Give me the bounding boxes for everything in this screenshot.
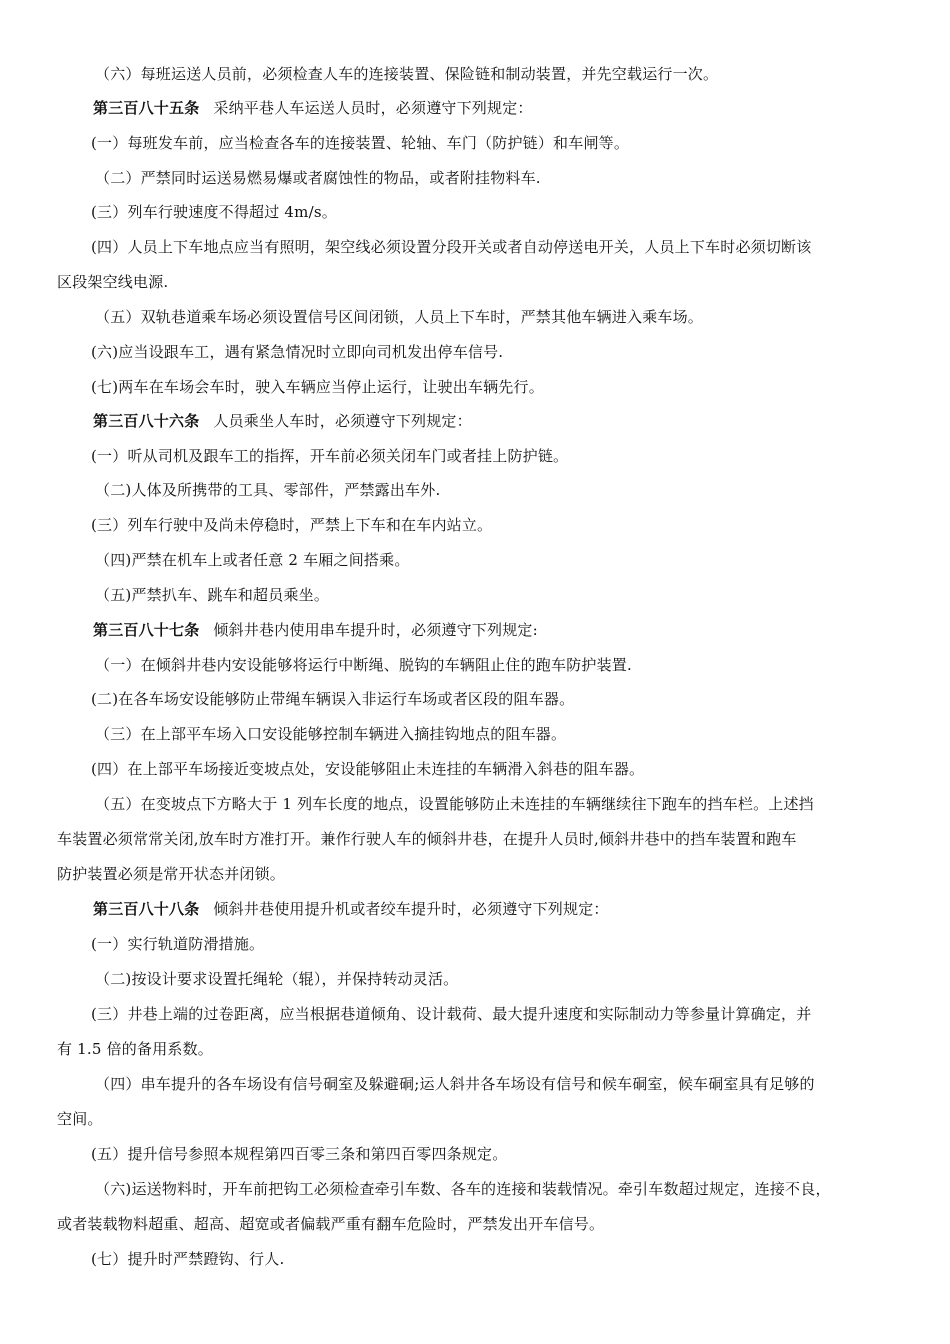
text-line: (一）实行轨道防滑措施。 [91,935,265,953]
text-line: (五）提升信号参照本规程第四百零三条和第四百零四条规定。 [91,1145,508,1163]
article-number: 第三百八十八条 [93,900,200,918]
text-line: 区段架空线电源. [57,273,169,291]
text-line: (三）井巷上端的过卷距离，应当根据巷道倾角、设计载荷、最大提升速度和实际制动力等参量计算确定，并 [91,1005,812,1023]
article-number: 第三百八十六条 [93,412,200,430]
article-heading: 第三百八十六条 人员乘坐人车时，必须遵守下列规定： [93,412,472,430]
article-heading: 第三百八十五条 采纳平巷人车运送人员时，必须遵守下列规定： [93,99,533,117]
text-line: （二)按设计要求设置托绳轮（辊），并保持转动灵活。 [95,970,459,988]
text-line: (六)应当设跟车工，遇有紧急情况时立即向司机发出停车信号. [91,343,504,361]
text-line: （二）严禁同时运送易燃易爆或者腐蚀性的物品，或者附挂物料车. [95,169,541,187]
text-line: (一）听从司机及跟车工的指挥，开车前必须关闭车门或者挂上防护链。 [91,447,569,465]
text-line: (七)两车在车场会车时，驶入车辆应当停止运行，让驶出车辆先行。 [91,378,544,396]
text-line: （六）每班运送人员前，必须检查人车的连接装置、保险链和制动装置，并先空载运行一次。 [95,65,719,83]
text-line: (四）人员上下车地点应当有照明，架空线必须设置分段开关或者自动停送电开关，人员上下车时必须切断该 [91,238,812,256]
text-line: 空间。 [57,1110,103,1128]
text-line: (四）在上部平车场接近变坡点处，安设能够阻止未连挂的车辆滑入斜巷的阻车器。 [91,760,645,778]
text-line: (三）列车行驶中及尚未停稳时，严禁上下车和在车内站立。 [91,516,493,534]
text-line: （五)严禁扒车、跳车和超员乘坐。 [95,586,330,604]
text-line: （六)运送物料时，开车前把钩工必须检查牵引车数、各车的连接和装载情况。牵引车数超过规定，连接不良， [95,1180,831,1198]
text-line: （五）双轨巷道乘车场必须设置信号区间闭锁，人员上下车时，严禁其他车辆进入乘车场。 [95,308,704,326]
text-line: (七）提升时严禁蹬钩、行人. [91,1250,285,1268]
text-line: 车装置必须常常关闭,放车时方准打开。兼作行驶人车的倾斜井巷，在提升人员时,倾斜井巷中的挡车装置和跑车 [57,830,797,848]
text-line: 防护装置必须是常开状态并闭锁。 [57,865,286,883]
article-number: 第三百八十五条 [93,99,200,117]
text-line: 有 1.5 倍的备用系数。 [57,1040,213,1058]
text-line: （五）在变坡点下方略大于 1 列车长度的地点，设置能够防止未连挂的车辆继续往下跑车的挡车栏。上述挡 [95,795,814,813]
text-line: （四）串车提升的各车场设有信号硐室及躲避硐;运人斜井各车场设有信号和候车硐室，候车硐室具有足够的 [95,1075,815,1093]
article-heading: 第三百八十七条 倾斜井巷内使用串车提升时，必须遵守下列规定: [93,621,538,639]
article-number: 第三百八十七条 [93,621,200,639]
text-line: （一）在倾斜井巷内安设能够将运行中断绳、脱钩的车辆阻止住的跑车防护装置. [95,656,632,674]
text-line: （三）在上部平车场入口安设能够控制车辆进入摘挂钩地点的阻车器。 [95,725,567,743]
article-heading: 第三百八十八条 倾斜井巷使用提升机或者绞车提升时，必须遵守下列规定： [93,900,609,918]
text-line: (一）每班发车前，应当检查各车的连接装置、轮轴、车门（防护链）和车闸等。 [91,134,630,152]
text-line: （二)人体及所携带的工具、零部件，严禁露出车外. [95,481,441,499]
text-line: 或者装载物料超重、超高、超宽或者偏载严重有翻车危险时，严禁发出开车信号。 [57,1215,605,1233]
text-line: (三）列车行驶速度不得超过 4m/s。 [91,203,337,221]
text-line: (二)在各车场安设能够防止带绳车辆误入非运行车场或者区段的阻车器。 [91,690,575,708]
text-line: （四)严禁在机车上或者任意 2 车厢之间搭乘。 [95,551,410,569]
